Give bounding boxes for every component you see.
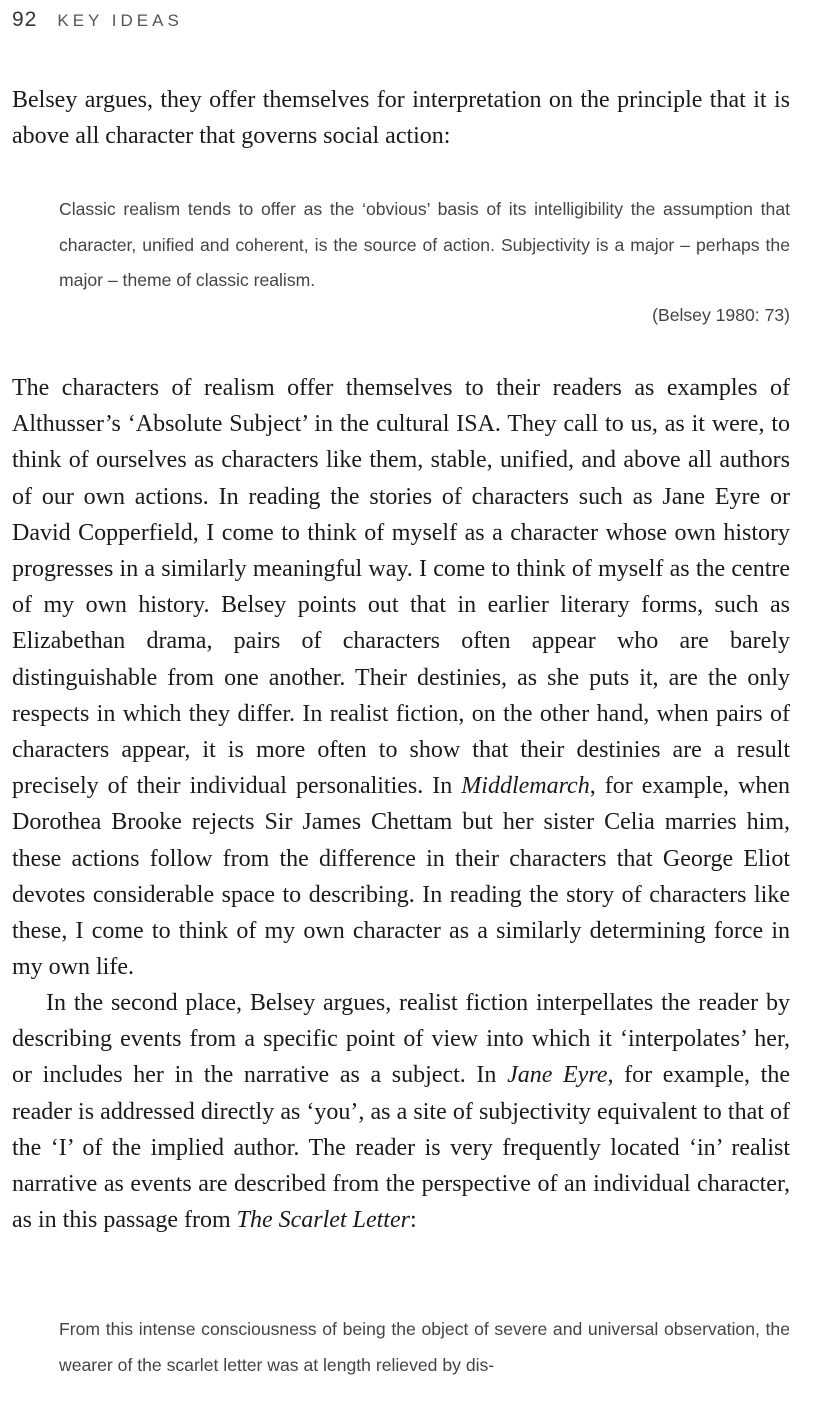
page-number: 92: [12, 8, 38, 31]
paragraph-2: [12, 370, 790, 985]
block-quote-1: Classic realism tends to offer as the ‘obvious’ basis of its intelligibility the assumption that character, unified and coherent, is the source of action. Subjectivity is a major – perhaps the major – theme of classic realism.: [59, 199, 790, 290]
book-title-jane-eyre: Jane Eyre: [507, 1062, 608, 1089]
running-title: KEY IDEAS: [57, 11, 183, 30]
paragraph-2-text-1: The characters of realism offer themselves to their readers as examples of Althusser’s ‘Absolute Subject’ in the cultural ISA. They call to us, as it were, to think of ourselves as characters like them, stable, unified, and above all authors of our own actions. In reading the stories of characters such as Jane Eyre or David Copperfield, I come to think of myself as a character whose own history progresses in a similarly meaningful way. I come to think of myself as the centre of my own history. Belsey points out that in earlier literary forms, such as Elizabethan drama, pairs of characters often appear who are barely distinguishable from one another. Their destinies, as she puts it, are the only respects in which they differ. In realist fiction, on the other hand, when pairs of characters appear, it is more often to show that their destinies are a result precisely of their individual personalities. In: [12, 375, 790, 800]
running-head: [12, 8, 183, 34]
book-title-scarlet-letter: The Scarlet Letter: [236, 1207, 410, 1234]
quote-citation: (Belsey 1980: 73): [652, 305, 790, 325]
paragraph-3-text-1: In the second place, Belsey argues, realist fiction interpellates the reader by describing events from a specific point of view into which it ‘interpolates’ her, or includes her in the narrative as a subject. In: [12, 990, 790, 1089]
book-title-middlemarch: Middlemarch: [461, 773, 590, 800]
paragraph-3-text-2: , for example, the reader is addressed directly as ‘you’, as a site of subjectivity equivalent to that of the ‘I’ of the implied author. The reader is very frequently located ‘in’ realist narrative as events are described from the perspective of an individual character, as in this passage from: [12, 1062, 791, 1234]
paragraph-3: [12, 985, 790, 1238]
paragraph-3-text-3: :: [409, 1207, 417, 1234]
paragraph-2-text-2: , for example, when Dorothea Brooke rejects Sir James Chettam but her sister Celia marries him, these actions follow from the difference in their characters that George Eliot devotes considerable space to describing. In reading the story of characters like these, I come to think of my own character as a similarly determining force in my own life.: [12, 773, 790, 981]
block-quote-2: From this intense consciousness of being the object of severe and universal observation, the wearer of the scarlet letter was at length relieved by dis-: [59, 1319, 790, 1375]
paragraph-1: Belsey argues, they offer themselves for interpretation on the principle that it is above all character that governs social action:: [12, 87, 790, 150]
